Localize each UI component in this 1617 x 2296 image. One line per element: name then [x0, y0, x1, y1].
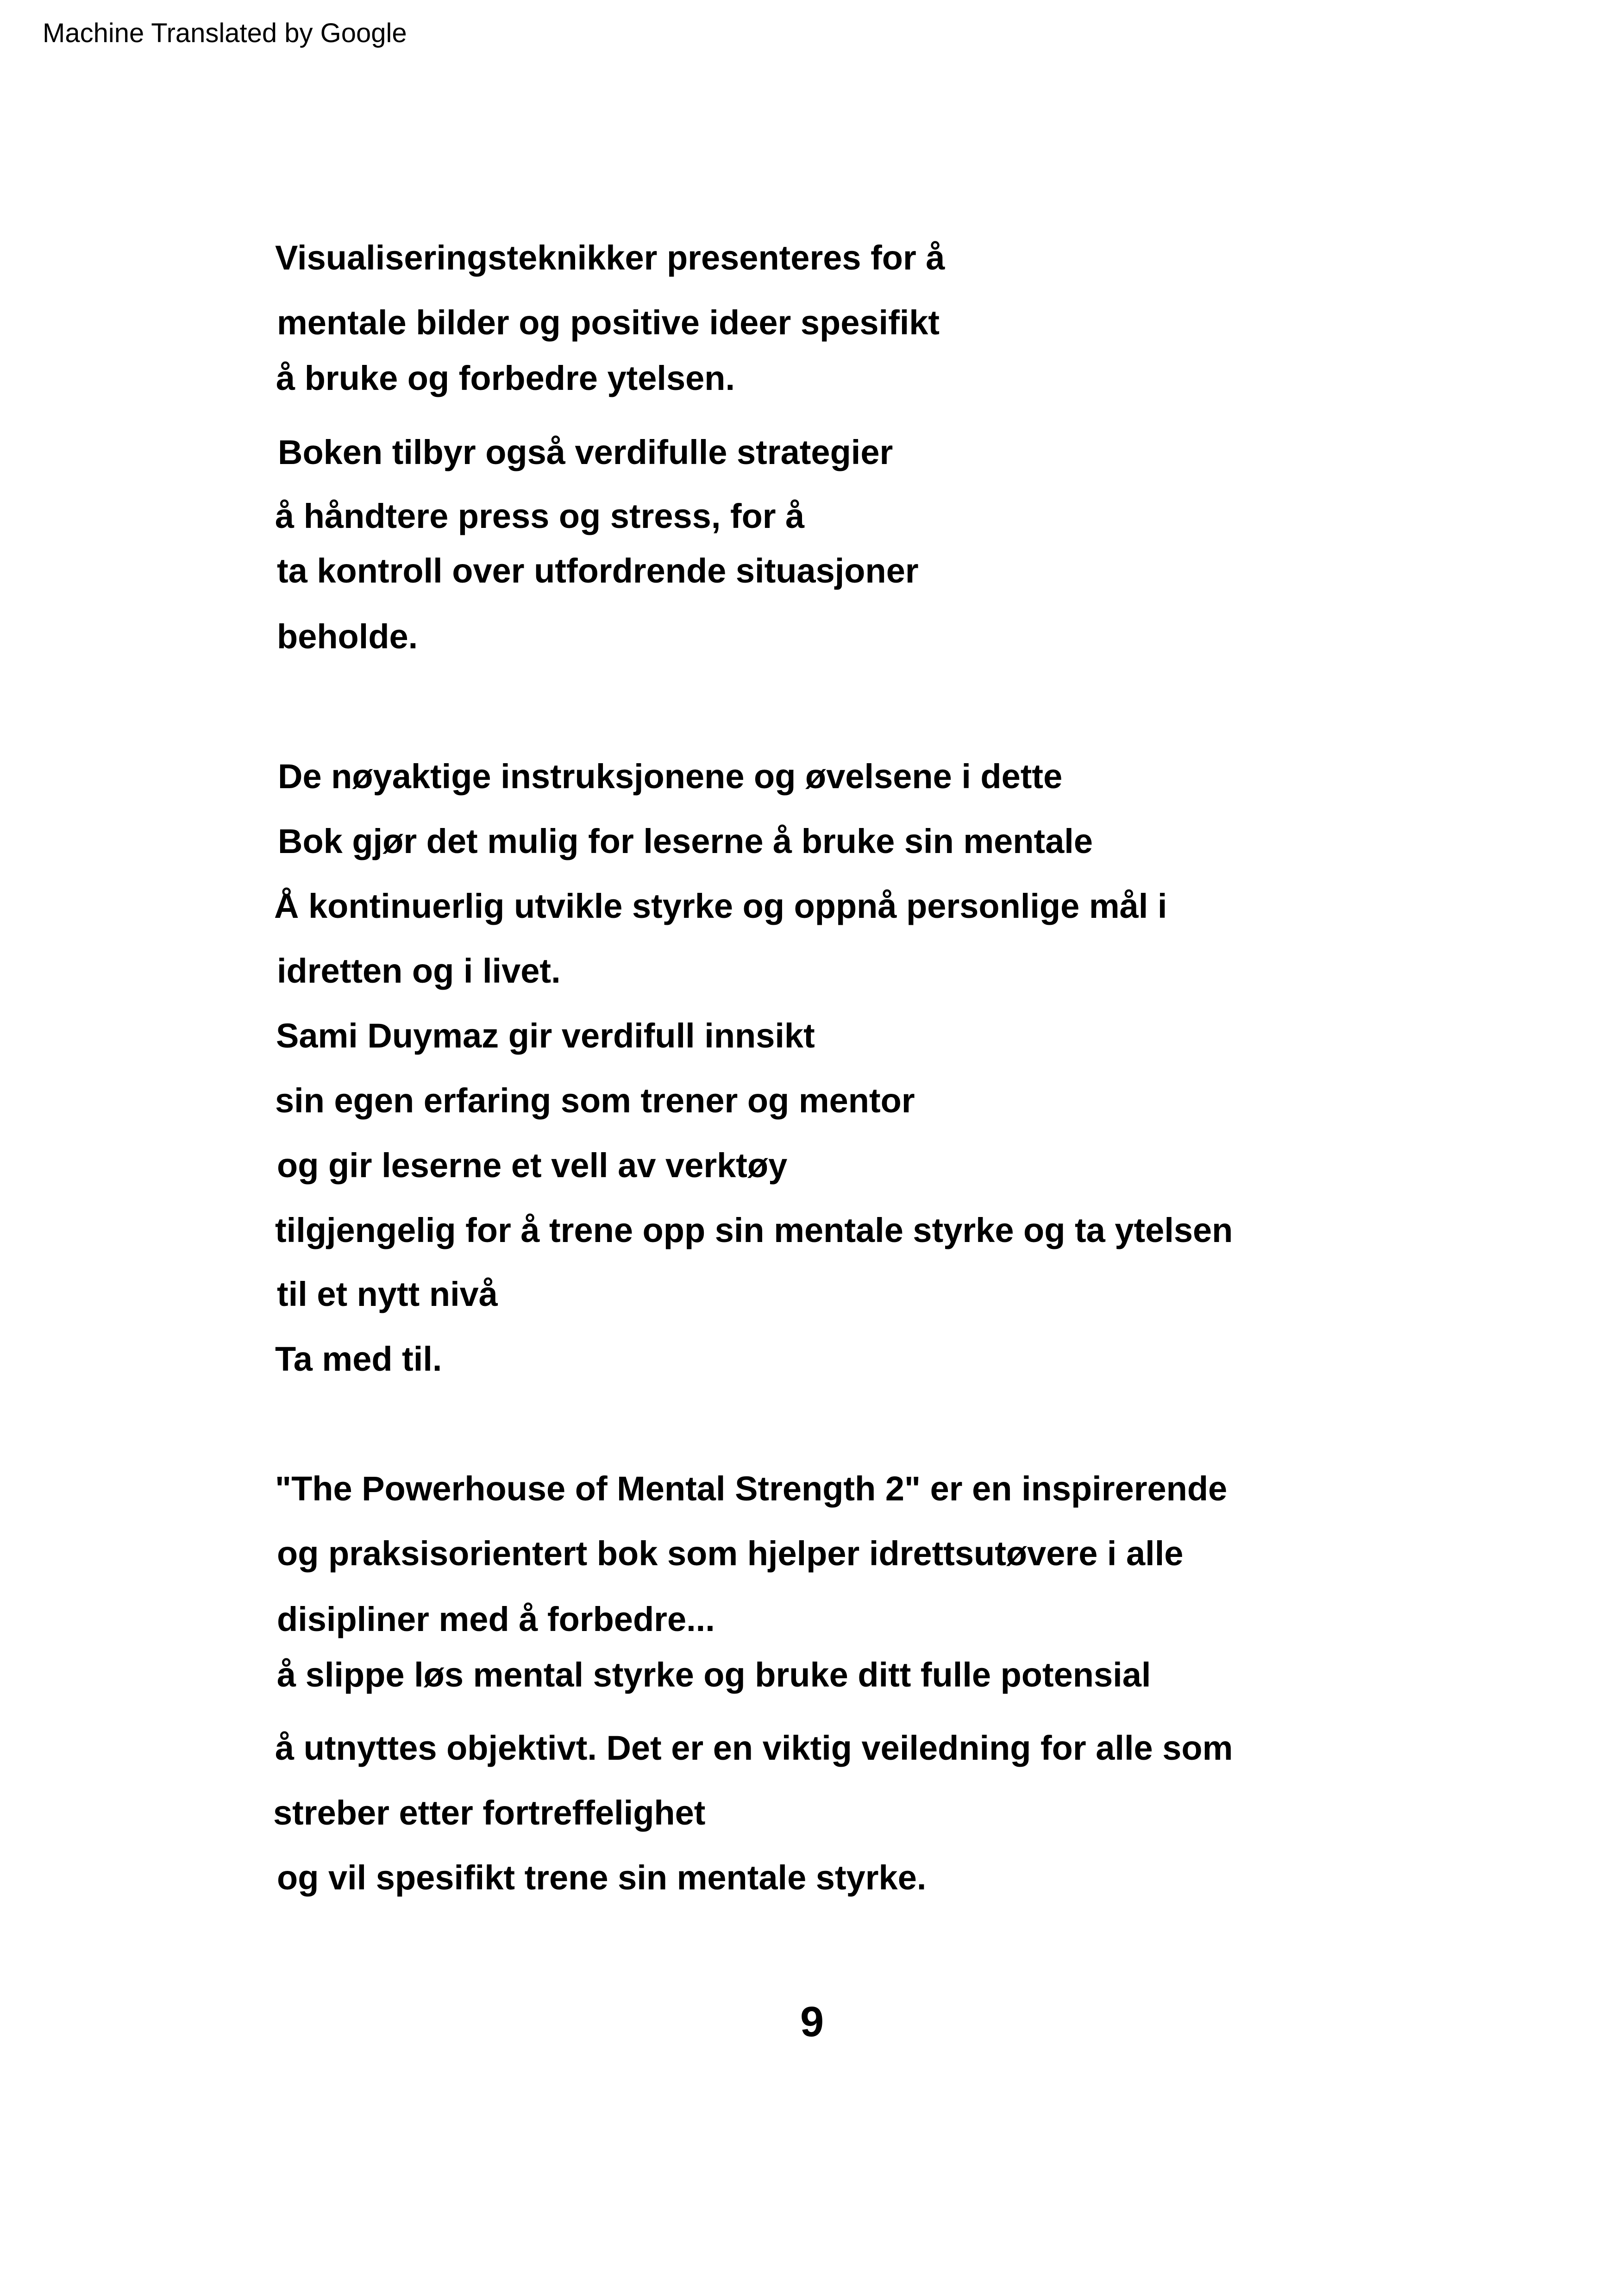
body-line: og vil spesifikt trene sin mentale styrke. [277, 1858, 927, 1897]
body-line: Ta med til. [275, 1340, 442, 1378]
body-line: idretten og i livet. [277, 952, 561, 990]
body-line: Sami Duymaz gir verdifull innsikt [276, 1016, 815, 1055]
machine-translated-watermark: Machine Translated by Google [43, 18, 407, 48]
body-line: mentale bilder og positive ideer spesifikt [277, 303, 940, 342]
body-line: å bruke og forbedre ytelsen. [276, 359, 735, 397]
body-line: og praksisorientert bok som hjelper idrettsutøvere i alle [277, 1534, 1184, 1573]
body-line: Å kontinuerlig utvikle styrke og oppnå personlige mål i [274, 887, 1167, 925]
body-line: disipliner med å forbedre... [277, 1600, 715, 1638]
body-line: å slippe løs mental styrke og bruke ditt fulle potensial [277, 1656, 1151, 1694]
body-line: Bok gjør det mulig for leserne å bruke sin mentale [278, 822, 1093, 860]
body-line: å håndtere press og stress, for å [275, 497, 805, 535]
body-line: beholde. [277, 617, 418, 656]
body-line: ta kontroll over utfordrende situasjoner [277, 552, 919, 590]
page-number: 9 [800, 1998, 824, 2045]
body-line: til et nytt nivå [277, 1275, 498, 1313]
body-line: De nøyaktige instruksjonene og øvelsene i dette [278, 757, 1063, 796]
body-line: sin egen erfaring som trener og mentor [275, 1081, 915, 1120]
body-line: streber etter fortreffelighet [273, 1794, 706, 1832]
body-line: å utnyttes objektivt. Det er en viktig veiledning for alle som [275, 1729, 1233, 1767]
body-line: Boken tilbyr også verdifulle strategier [278, 433, 893, 471]
body-line: og gir leserne et vell av verktøy [277, 1146, 788, 1185]
body-line: Visualiseringsteknikker presenteres for å [275, 238, 945, 277]
body-line: tilgjengelig for å trene opp sin mentale styrke og ta ytelsen [275, 1211, 1233, 1249]
body-line: "The Powerhouse of Mental Strength 2" er en inspirerende [275, 1469, 1228, 1508]
